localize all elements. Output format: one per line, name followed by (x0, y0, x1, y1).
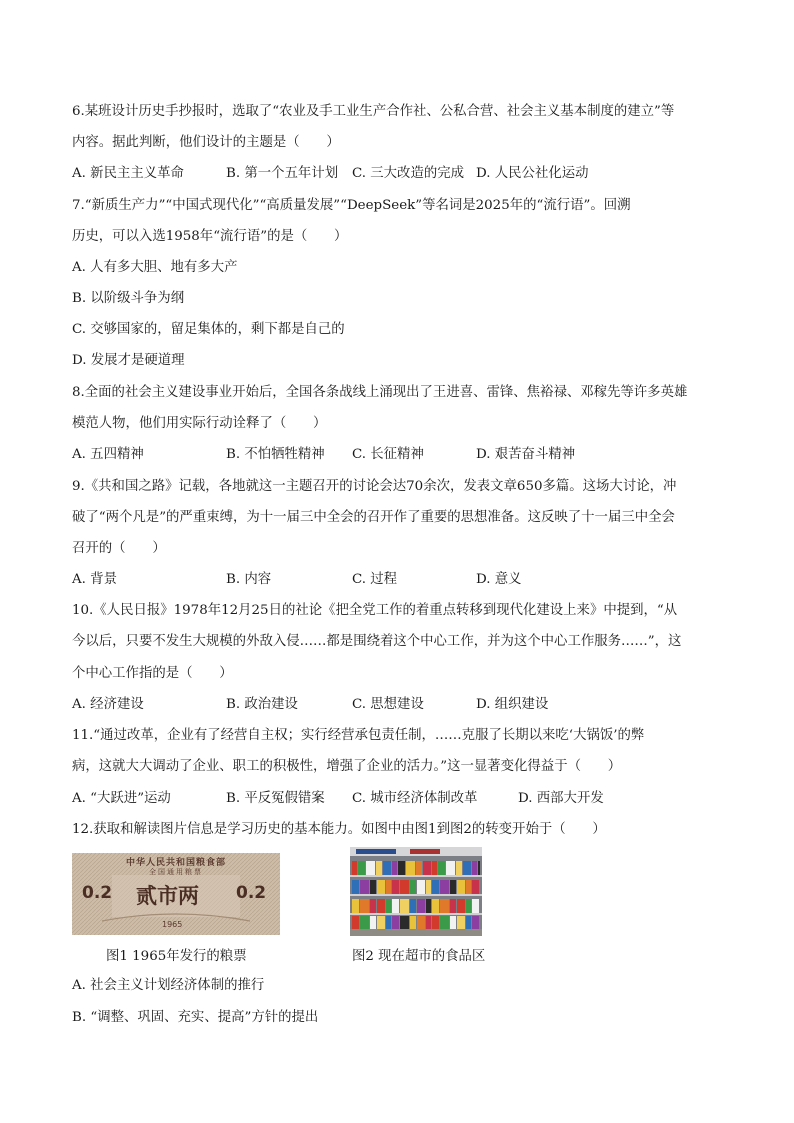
q11-option-b: B. 平反冤假错案 (226, 791, 325, 806)
q8-option-c: C. 长征精神 (352, 447, 424, 462)
q10-option-a: A. 经济建设 (72, 697, 144, 712)
ticket-amount-right: 0.2 (236, 883, 267, 903)
q9-stem-line1: 9.《共和国之路》记载，各地就这一主题召开的讨论会达70余次，发表文章650多篇。这场大讨论，冲 (72, 479, 677, 494)
q10-stem-line3: 个中心工作指的是（ ） (72, 666, 233, 681)
q9-stem-line3: 召开的（ ） (72, 541, 166, 556)
q10-option-d: D. 组织建设 (476, 697, 549, 712)
ticket-year: 1965 (162, 920, 183, 929)
q11-option-a: A. “大跃进”运动 (72, 791, 171, 806)
ration-ticket-image (72, 853, 280, 935)
q8-option-b: B. 不怕牺牲精神 (226, 447, 325, 462)
q10-stem-line1: 10.《人民日报》1978年12月25日的社论《把全党工作的着重点转移到现代化建设上来》中提到，“从 (72, 603, 678, 618)
q9-option-d: D. 意义 (476, 572, 522, 587)
q6-option-a: A. 新民主主义革命 (72, 166, 184, 181)
q9-option-b: B. 内容 (226, 572, 272, 587)
q7-stem-line1: 7.“新质生产力”“中国式现代化”“高质量发展”“DeepSeek”等名词是2025年的“流行语”。回溯 (72, 198, 631, 213)
q11-stem-line2: 病，这就大大调动了企业、职工的积极性，增强了企业的活力。”这一显著变化得益于（ ） (72, 759, 622, 774)
supermarket-image (350, 847, 482, 936)
q7-option-c: C. 交够国家的，留足集体的，剩下都是自己的 (72, 322, 345, 337)
q6-stem-line2: 内容。据此判断，他们设计的主题是（ ） (72, 135, 340, 150)
q7-option-b: B. 以阶级斗争为纲 (72, 291, 185, 306)
ticket-subheader: 全国通用粮票 (149, 868, 203, 876)
q11-stem-line1: 11.“通过改革，企业有了经营自主权；实行经营承包责任制，……克服了长期以来吃‘大锅饭’的弊 (72, 728, 645, 743)
ticket-header: 中华人民共和国粮食部 (125, 858, 226, 868)
q8-option-d: D. 艰苦奋斗精神 (476, 447, 576, 462)
q7-option-d: D. 发展才是硬道理 (72, 353, 185, 368)
figure2-caption: 图2 现在超市的食品区 (352, 949, 486, 964)
q9-option-a: A. 背景 (72, 572, 117, 587)
q12-option-a: A. 社会主义计划经济体制的推行 (72, 978, 265, 993)
q12-option-b: B. “调整、巩固、充实、提高”方针的提出 (72, 1010, 319, 1025)
q10-stem-line2: 今以后，只要不发生大规模的外敌入侵……都是围绕着这个中心工作，并为这个中心工作服务……”，这 (72, 634, 682, 649)
q11-option-c: C. 城市经济体制改革 (352, 791, 478, 806)
q6-option-c: C. 三大改造的完成 (352, 166, 465, 181)
q7-option-a: A. 人有多大胆、地有多大产 (72, 260, 238, 275)
q6-option-b: B. 第一个五年计划 (226, 166, 339, 181)
q12-stem: 12.获取和解读图片信息是学习历史的基本能力。如图中由图1到图2的转变开始于（ ） (72, 822, 606, 837)
q6-stem-line1: 6.某班设计历史手抄报时，选取了“农业及手工业生产合作社、公私合营、社会主义基本制度的建立”等 (72, 104, 675, 119)
q8-stem-line1: 8.全面的社会主义建设事业开始后，全国各条战线上涌现出了王进喜、雷锋、焦裕禄、邓稼先等许多英雄 (72, 385, 688, 400)
q10-option-b: B. 政治建设 (226, 697, 298, 712)
figure1-caption: 图1 1965年发行的粮票 (106, 949, 247, 964)
q11-option-d: D. 西部大开发 (518, 791, 604, 806)
ticket-amount-center: 贰市两 (136, 883, 199, 908)
ticket-amount-left: 0.2 (82, 883, 113, 903)
q7-stem-line2: 历史，可以入选1958年“流行语”的是（ ） (72, 229, 348, 244)
q8-option-a: A. 五四精神 (72, 447, 144, 462)
q10-option-c: C. 思想建设 (352, 697, 424, 712)
q8-stem-line2: 模范人物，他们用实际行动诠释了（ ） (72, 416, 327, 431)
q6-option-d: D. 人民公社化运动 (476, 166, 589, 181)
q9-option-c: C. 过程 (352, 572, 398, 587)
q9-stem-line2: 破了“两个凡是”的严重束缚，为十一届三中全会的召开作了重要的思想准备。这反映了十一届三中全会 (72, 510, 675, 525)
